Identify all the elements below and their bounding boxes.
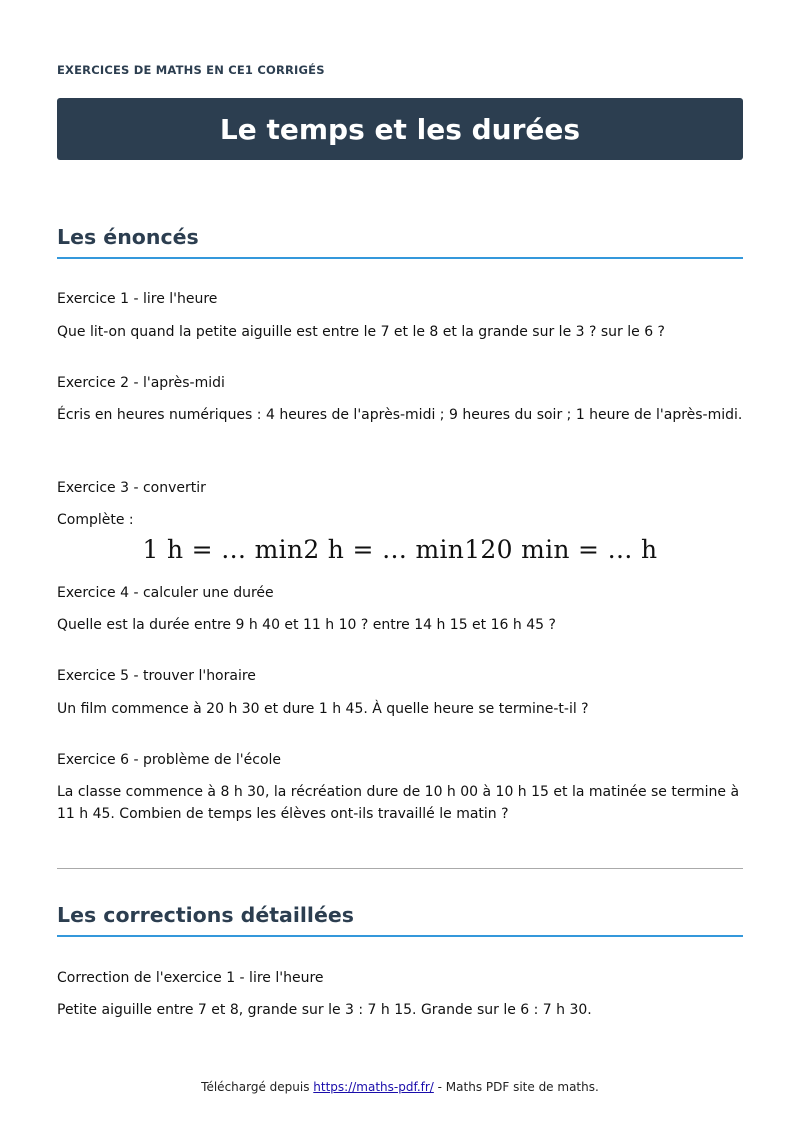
exercise-2-text: Écris en heures numériques : 4 heures de l'après-midi ; 9 heures du soir ; 1 heure de l'après-midi. — [57, 407, 743, 423]
exercise-2-title: Exercice 2 - l'après-midi — [57, 375, 225, 391]
correction-1-title: Correction de l'exercice 1 - lire l'heure — [57, 970, 324, 986]
exercise-1-text: Que lit-on quand la petite aiguille est entre le 7 et le 8 et la grande sur le 3 ? sur le 6 ? — [57, 324, 665, 340]
exercise-5-text: Un film commence à 20 h 30 et dure 1 h 45. À quelle heure se termine-t-il ? — [57, 701, 589, 717]
section-title-corrections: Les corrections détaillées — [57, 903, 743, 937]
exercise-4-title: Exercice 4 - calculer une durée — [57, 585, 274, 601]
exercise-4-text: Quelle est la durée entre 9 h 40 et 11 h 10 ? entre 14 h 15 et 16 h 45 ? — [57, 617, 556, 633]
exercise-1-title: Exercice 1 - lire l'heure — [57, 291, 218, 307]
exercise-3-title: Exercice 3 - convertir — [57, 480, 206, 496]
title-banner — [57, 98, 743, 160]
exercise-6-title: Exercice 6 - problème de l'école — [57, 752, 282, 768]
document-kicker: EXERCICES DE MATHS EN CE1 CORRIGÉS — [57, 63, 325, 77]
page-title: Le temps et les durées — [219, 112, 581, 146]
exercise-6-text: La classe commence à 8 h 30, la récréation dure de 10 h 00 à 10 h 15 et la matinée se termine à 11 h 45. Combien de temps les élèves ont-ils travaillé le matin ? — [57, 784, 740, 822]
footer-prefix: Téléchargé depuis — [201, 1080, 314, 1094]
exercise-5-title: Exercice 5 - trouver l'horaire — [57, 668, 256, 684]
section-divider — [57, 868, 743, 869]
section-title-statements: Les énoncés — [57, 225, 743, 259]
correction-1-text: Petite aiguille entre 7 et 8, grande sur le 3 : 7 h 15. Grande sur le 6 : 7 h 30. — [57, 1002, 592, 1018]
footer-link[interactable]: https://maths-pdf.fr/ — [313, 1080, 434, 1094]
page-footer — [0, 1080, 800, 1094]
footer-suffix: - Maths PDF site de maths. — [433, 1080, 599, 1094]
exercise-3-math-formula: 1 h = … min2 h = … min120 min = … h — [142, 535, 658, 564]
exercise-3-text: Complète : — [57, 512, 134, 528]
